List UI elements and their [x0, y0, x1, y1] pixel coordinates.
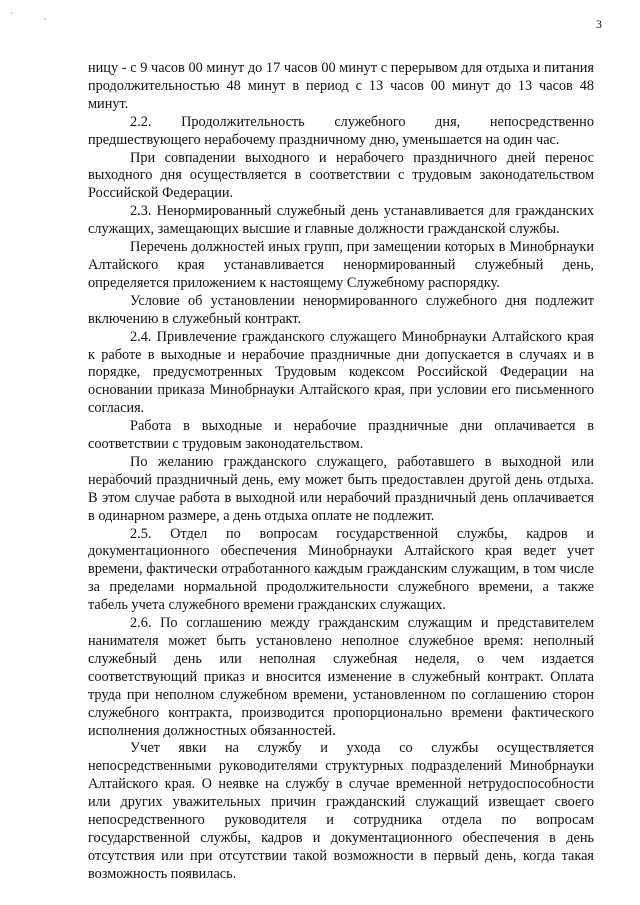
- paragraph-continuation: ницу - с 9 часов 00 минут до 17 часов 00 минут с перерывом для отдыха и питания продолжительностью 48 минут в период с 13 часов 00 минут до 13 часов 48 минут.: [88, 60, 594, 112]
- document-body: [88, 60, 594, 884]
- page-number: 3: [596, 17, 602, 31]
- paragraph-weekend-transfer: При совпадении выходного и нерабочего праздничного дней перенос выходного дня осуществляется в соответствии с трудовым законодательством Российской Федерации.: [88, 149, 594, 202]
- scan-marks: ` .: [10, 12, 61, 23]
- paragraph-2-4: 2.4. Привлечение гражданского служащего Минобрнауки Алтайского края к работе в выходные и нерабочие праздничные дни допускается в случаях и в порядке, предусмотренных Трудовым кодексом Российской Федерации на основании приказа Минобрнауки Алтайского края, при условии его письменного согласия.: [88, 328, 594, 417]
- paragraph-day-off: По желанию гражданского служащего, работавшего в выходной или нерабочий праздничный день, ему может быть предоставлен другой день отдыха. В этом случае работа в выходной или нерабочий праздничный день оплачивается в одинарном размере, а день отдыха оплате не подлежит.: [88, 453, 594, 524]
- paragraph-positions-list: Перечень должностей иных групп, при замещении которых в Минобрнауки Алтайского края устанавливается ненормированный служебный день, определяется приложением к настоящему Служебному распорядку.: [88, 239, 594, 291]
- paragraph-2-5: 2.5. Отдел по вопросам государственной службы, кадров и документационного обеспечения Минобрнауки Алтайского края ведет учет времени, фактически отработанного каждым гражданским служащим, в том числе за пределами нормальной продолжительности служебного времени, а также табель учета служебного времени гражданских служащих.: [88, 525, 594, 614]
- paragraph-2-6: 2.6. По соглашению между гражданским служащим и представителем нанимателя может быть установлено неполное служебное время: неполный служебный день или неполная служебная неделя, о чем издается соответствующий приказ и вносится изменение в служебный контракт. Оплата труда при неполном служебном времени, установленном по соглашению сторон служебного контракта, производится пропорционально времени фактического исполнения должностных обязанностей.: [88, 615, 594, 739]
- paragraph-contract-condition: Условие об установлении ненормированного служебного дня подлежит включению в служебный контракт.: [88, 292, 594, 327]
- paragraph-2-3: 2.3. Ненормированный служебный день устанавливается для гражданских служащих, замещающих высшие и главные должности гражданской службы.: [88, 203, 594, 238]
- paragraph-attendance: Учет явки на службу и ухода со службы осуществляется непосредственными руководителями структурных подразделений Минобрнауки Алтайского края. О неявке на службу в случае временной нетрудоспособности или других уважительных причин гражданский служащий извещает своего непосредственного руководителя и сотрудника отдела по вопросам государственной службы, кадров и документационного обеспечения в день отсутствия или при отсутствии такой возможности в первый день, когда такая возможность появилась.: [88, 740, 594, 882]
- paragraph-holiday-pay: Работа в выходные и нерабочие праздничные дни оплачивается в соответствии с трудовым законодательством.: [88, 418, 594, 453]
- paragraph-2-2: 2.2. Продолжительность служебного дня, непосредственно предшествующего нерабочему праздничному дню, уменьшается на один час.: [88, 113, 594, 148]
